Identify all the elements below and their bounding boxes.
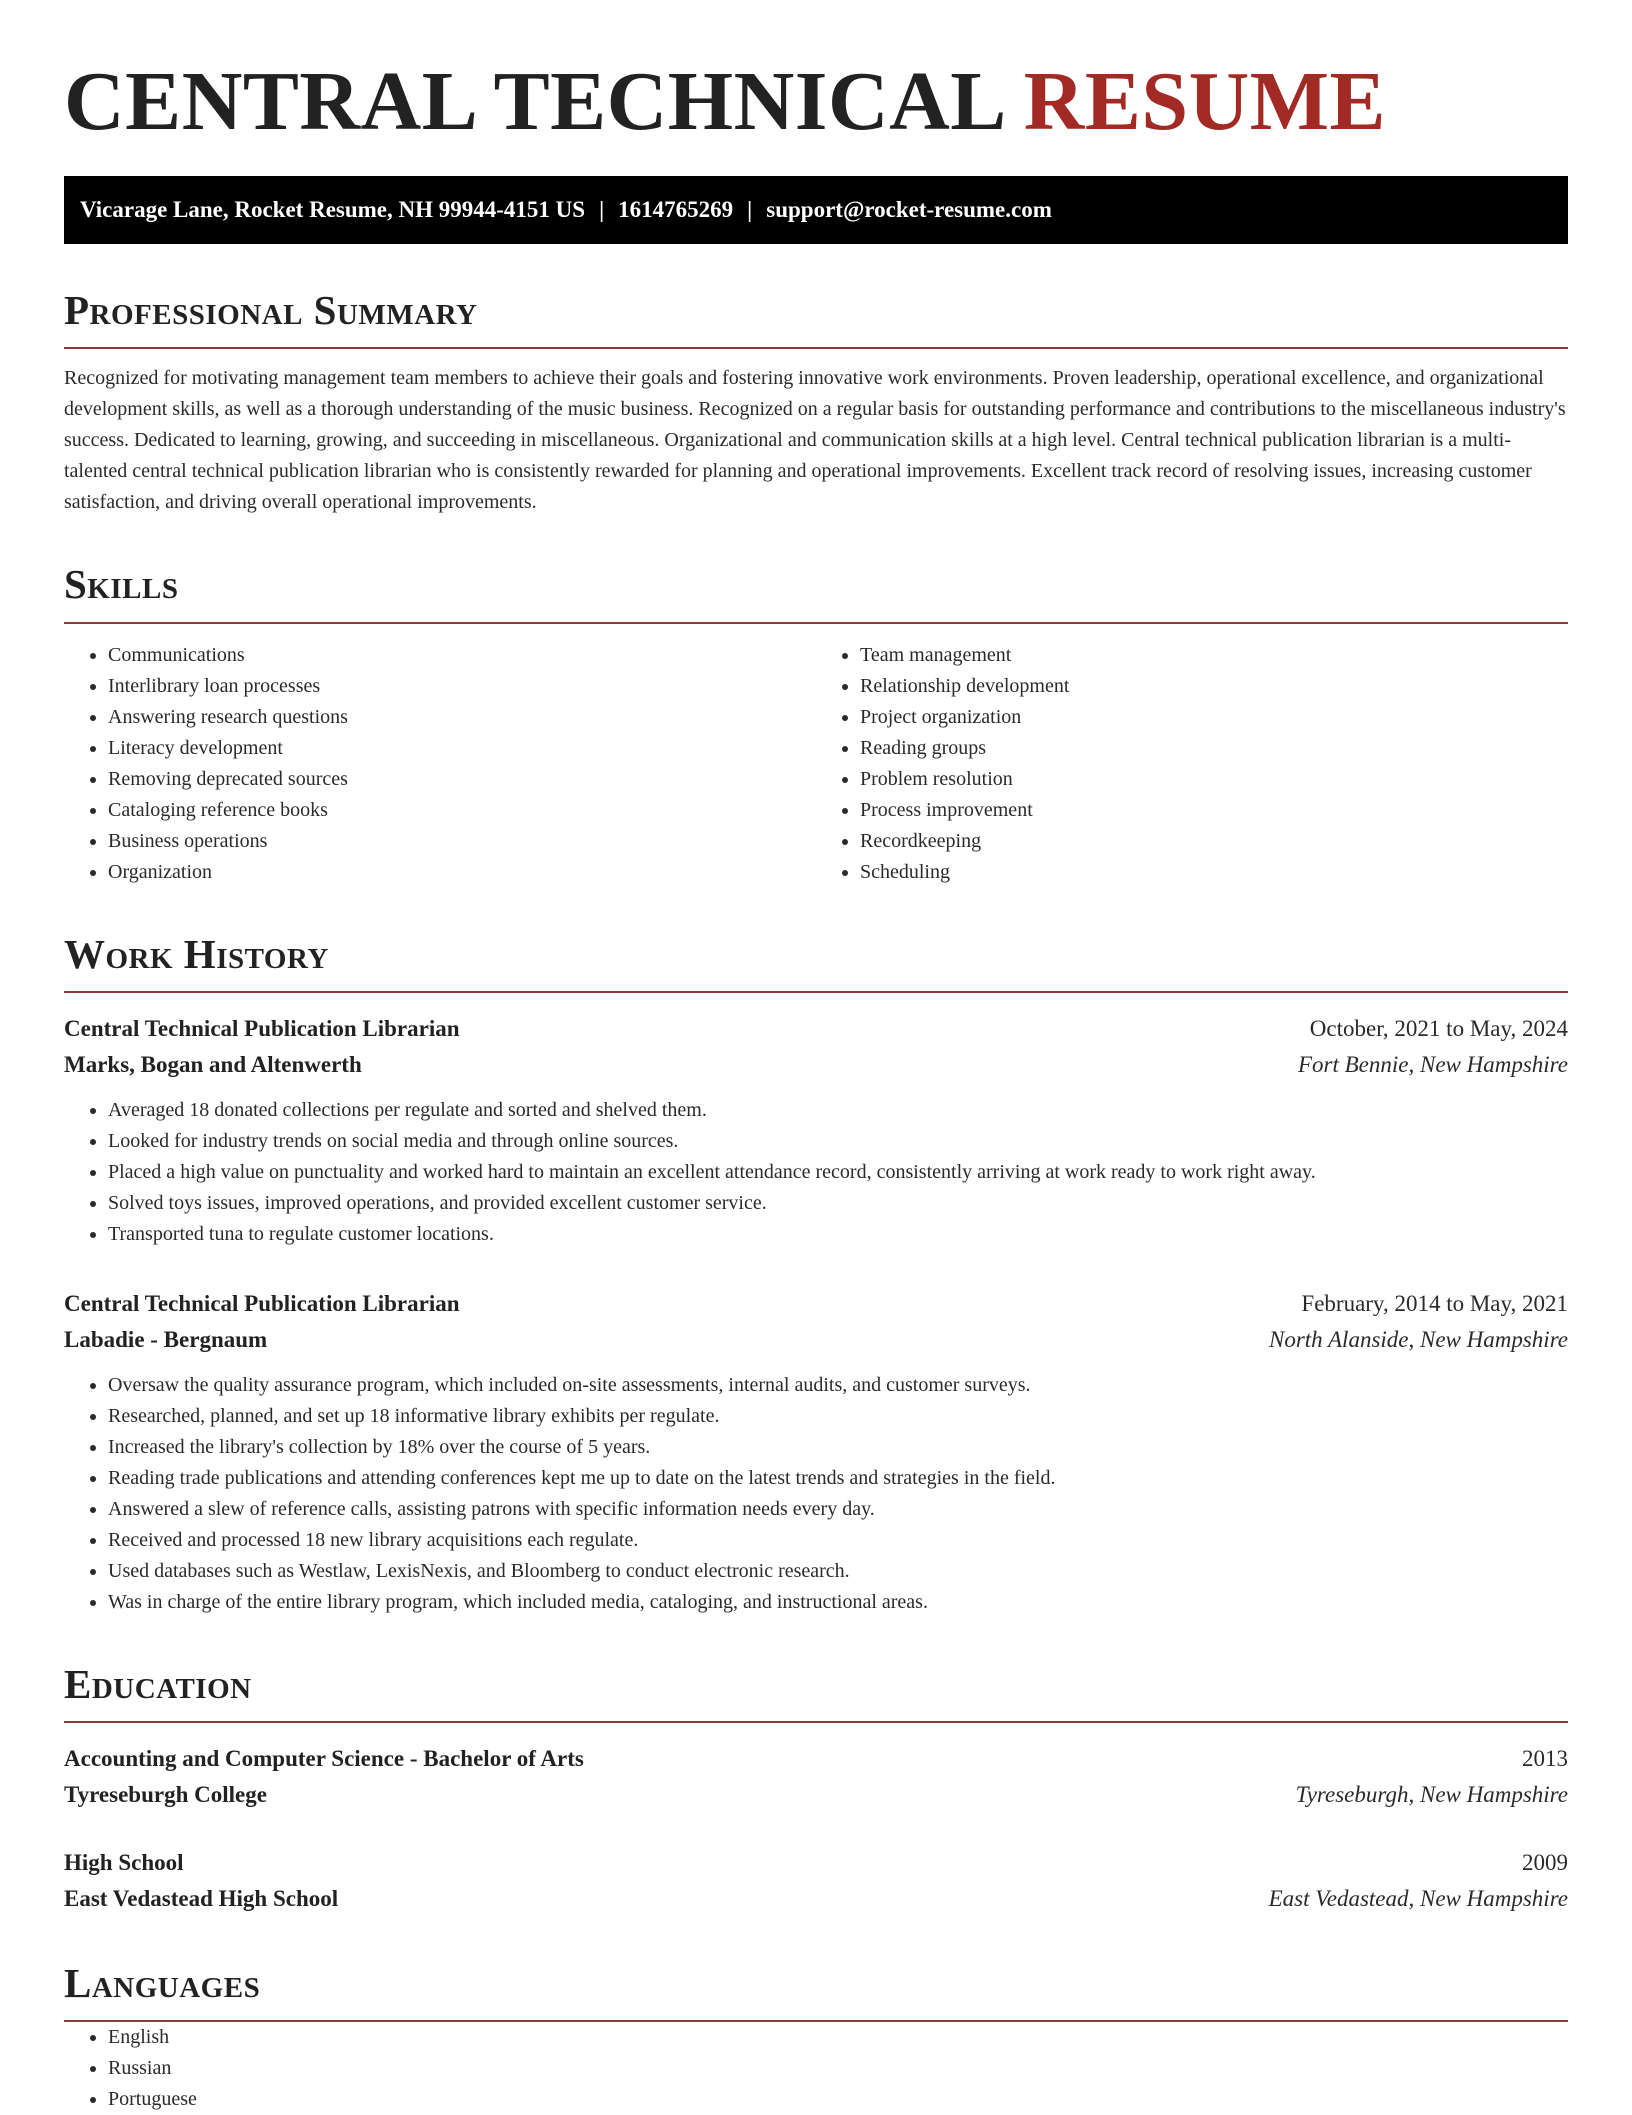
skill-item: • Team management [860, 640, 1568, 671]
education-school-row [64, 1777, 1568, 1813]
section-title-languages: Languages [64, 1959, 261, 2006]
contact-phone: 1614765269 [618, 197, 734, 223]
job-company: Labadie - Bergnaum [64, 1326, 268, 1352]
job-company-row [64, 1047, 1568, 1083]
job-header [64, 1011, 1568, 1047]
education-year: 2009 [1522, 1849, 1568, 1875]
name-last: RESUME [1023, 55, 1387, 148]
education-school-row [64, 1881, 1568, 1917]
job-title: Central Technical Publication Librarian [64, 1290, 460, 1316]
contact-separator: | [599, 197, 605, 223]
skill-item: • Relationship development [860, 671, 1568, 702]
languages-list [64, 2022, 1568, 2115]
job-entry [64, 1011, 1568, 1250]
job-duty-item: • Oversaw the quality assurance program, which included on-site assessments, internal audits, and customer surveys. [108, 1370, 1568, 1401]
job-header [64, 1286, 1568, 1322]
skills-column-left [64, 640, 816, 888]
section-divider [64, 622, 1568, 624]
education-location: Tyreseburgh, New Hampshire [1295, 1781, 1568, 1807]
education-degree: High School [64, 1849, 184, 1875]
skill-item: • Interlibrary loan processes [108, 671, 816, 702]
job-duty-item: • Placed a high value on punctuality and worked hard to maintain an excellent attendance record, consistently arriving at work ready to work right away. [108, 1157, 1568, 1188]
job-duty-item: • Used databases such as Westlaw, LexisNexis, and Bloomberg to conduct electronic research. [108, 1556, 1568, 1587]
section-title-education: Education [64, 1660, 252, 1707]
job-entry [64, 1286, 1568, 1618]
job-duties [64, 1095, 1568, 1250]
skill-item: • Communications [108, 640, 816, 671]
job-company-row [64, 1322, 1568, 1358]
resume-name [64, 56, 1568, 148]
job-duty-item: • Increased the library's collection by 18% over the course of 5 years. [108, 1432, 1568, 1463]
skill-item: • Organization [108, 857, 816, 888]
education-school: Tyreseburgh College [64, 1781, 267, 1807]
education-header [64, 1741, 1568, 1777]
name-first: CENTRAL TECHNICAL [64, 55, 1003, 148]
skill-item: • Business operations [108, 826, 816, 857]
skills-list [64, 640, 1568, 888]
section-divider [64, 1721, 1568, 1723]
job-title: Central Technical Publication Librarian [64, 1015, 460, 1041]
job-dates: October, 2021 to May, 2024 [1309, 1015, 1568, 1041]
section-divider [64, 347, 1568, 349]
skills-column-right [816, 640, 1568, 888]
education-year: 2013 [1522, 1745, 1568, 1771]
skill-item: • Problem resolution [860, 764, 1568, 795]
job-duty-item: • Was in charge of the entire library program, which included media, cataloging, and instructional areas. [108, 1587, 1568, 1618]
contact-email: support@rocket-resume.com [766, 197, 1052, 223]
job-duty-item: • Received and processed 18 new library acquisitions each regulate. [108, 1525, 1568, 1556]
job-location: Fort Bennie, New Hampshire [1297, 1051, 1568, 1077]
language-item: • English [108, 2022, 1568, 2053]
skill-item: • Scheduling [860, 857, 1568, 888]
education-location: East Vedastead, New Hampshire [1268, 1885, 1568, 1911]
skill-item: • Project organization [860, 702, 1568, 733]
education-entry [64, 1845, 1568, 1917]
education-entry [64, 1741, 1568, 1813]
summary-text: Recognized for motivating management team members to achieve their goals and fostering innovative work environments. Proven leadership, operational excellence, and organizational development skills, as well as a thorough understanding of the music business. Recognized on a regular basis for outstanding performance and contributions to the miscellaneous industry's success. Dedicated to learning, growing, and succeeding in miscellaneous. Organizational and communication skills at a high level. Central technical publication librarian is a multi-talented central technical publication librarian who is consistently rewarded for planning and operational improvements. Excellent track record of resolving issues, increasing customer satisfaction, and driving overall operational improvements. [64, 367, 1566, 514]
contact-separator: | [747, 197, 753, 223]
education-school: East Vedastead High School [64, 1885, 339, 1911]
education-header [64, 1845, 1568, 1881]
job-duties [64, 1370, 1568, 1618]
education-degree: Accounting and Computer Science - Bachelor of Arts [64, 1745, 584, 1771]
job-duty-item: • Averaged 18 donated collections per regulate and sorted and shelved them. [108, 1095, 1568, 1126]
job-duty-item: • Researched, planned, and set up 18 informative library exhibits per regulate. [108, 1401, 1568, 1432]
skill-item: • Recordkeeping [860, 826, 1568, 857]
contact-address: Vicarage Lane, Rocket Resume, NH 99944-4151 US [80, 197, 586, 223]
skill-item: • Process improvement [860, 795, 1568, 826]
language-item: • Russian [108, 2053, 1568, 2084]
contact-bar [64, 176, 1568, 244]
skill-item: • Literacy development [108, 733, 816, 764]
skill-item: • Removing deprecated sources [108, 764, 816, 795]
job-duty-item: • Reading trade publications and attending conferences kept me up to date on the latest trends and strategies in the field. [108, 1463, 1568, 1494]
job-duty-item: • Solved toys issues, improved operations, and provided excellent customer service. [108, 1188, 1568, 1219]
section-title-skills: Skills [64, 561, 179, 608]
job-duty-item: • Looked for industry trends on social media and through online sources. [108, 1126, 1568, 1157]
skill-item: • Cataloging reference books [108, 795, 816, 826]
job-dates: February, 2014 to May, 2021 [1301, 1290, 1568, 1316]
job-location: North Alanside, New Hampshire [1268, 1326, 1568, 1352]
language-item: • Portuguese [108, 2084, 1568, 2115]
skill-item: • Answering research questions [108, 702, 816, 733]
job-duty-item: • Answered a slew of reference calls, assisting patrons with specific information needs every day. [108, 1494, 1568, 1525]
section-divider [64, 991, 1568, 993]
section-title-work-history: Work History [64, 930, 329, 977]
section-title-summary: Professional Summary [64, 287, 478, 334]
skill-item: • Reading groups [860, 733, 1568, 764]
job-duty-item: • Transported tuna to regulate customer locations. [108, 1219, 1568, 1250]
job-company: Marks, Bogan and Altenwerth [64, 1051, 362, 1077]
